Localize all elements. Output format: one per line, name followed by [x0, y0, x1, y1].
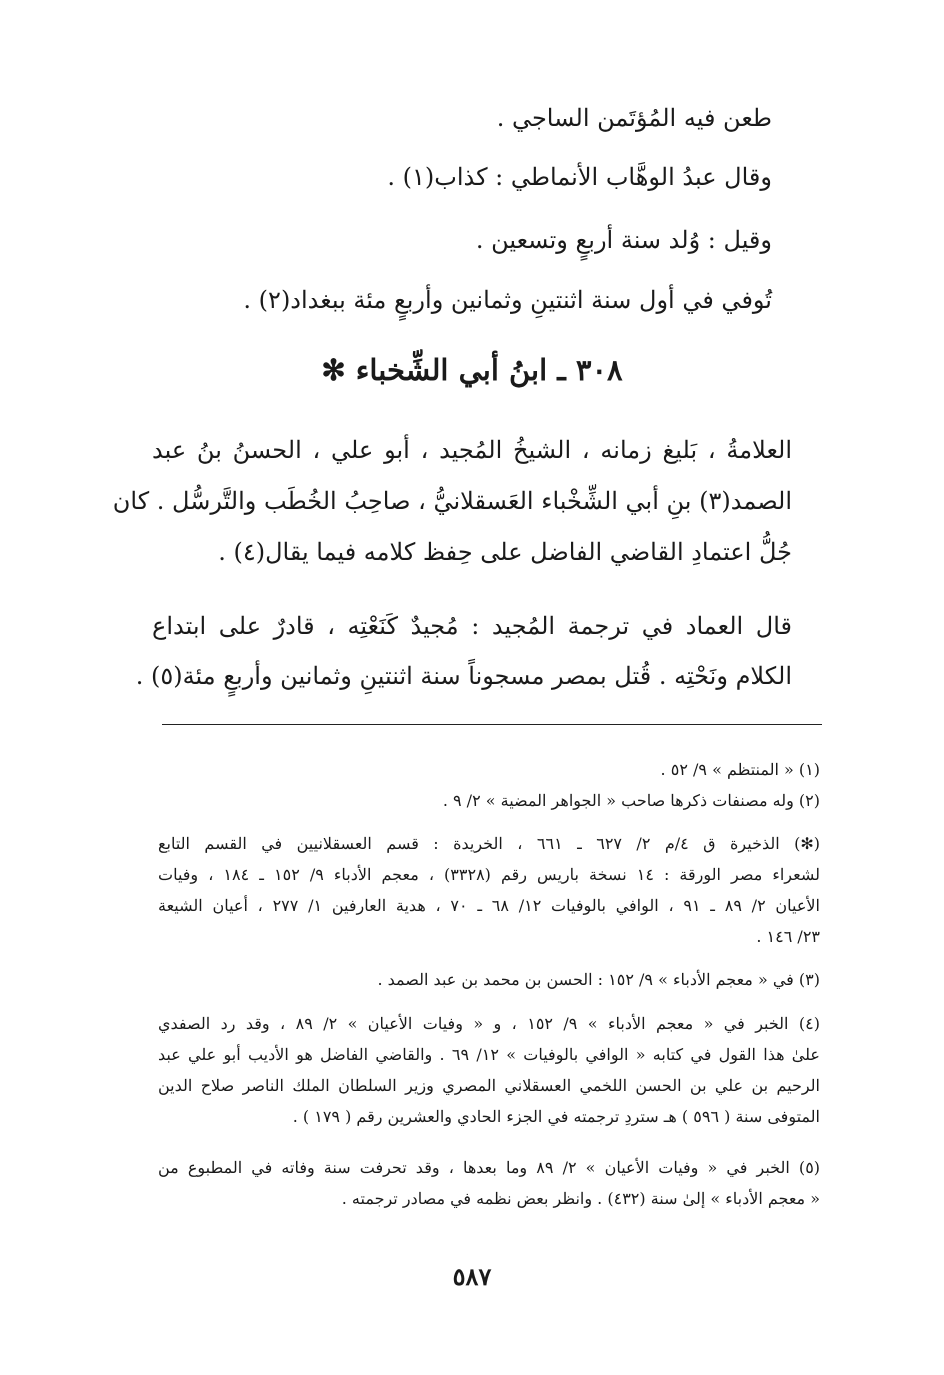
footnote-1: (١) « المنتظم » ٩/ ٥٢ . [660, 760, 820, 779]
page-number: ٥٨٧ [452, 1262, 492, 1291]
intro-line: طعن فيه المُؤتَمن الساجي . [496, 104, 772, 132]
footnote-line: (✻) الذخيرة ق ٤/م ٢/ ٦٢٧ ـ ٦٦١ ، الخريدة : قسم العسقلانيين في القسم التابع [158, 834, 821, 853]
footnote-line: المتوفى سنة ( ٥٩٦ ) هـ ستردِ ترجمته في الجزء الحادي والعشرين رقم ( ١٧٩ ) . [292, 1107, 820, 1126]
paragraph-line: الصمد(٣) بنِ أبي الشِّخْباء العَسقلانيُّ ، صاحِبُ الخُطَب والتَّرسُّل . كان [112, 487, 792, 515]
footnote-line: (٥) الخبر في « وفيات الأعيان » ٢/ ٨٩ وما بعدها ، وقد تحرفت سنة وفاته في المطبوع من [158, 1158, 821, 1177]
footnote-line: لشعراء مصر الورقة : ١٤ نسخة باريس رقم (٣٣٢٨) ، معجم الأدباء ٩/ ١٥٢ ـ ١٨٤ ، وفيات [158, 865, 821, 884]
paragraph-line: جُلُّ اعتمادِ القاضي الفاضل على حِفظ كلامه فيما يقال(٤) . [218, 538, 792, 566]
footnote-3: (٣) في « معجم الأدباء » ٩/ ١٥٢ : الحسن بن محمد بن عبد الصمد . [377, 970, 820, 989]
footnote-4 [158, 1010, 820, 1134]
intro-line: وقال عبدُ الوهَّاب الأنماطي : كذاب(١) . [387, 163, 772, 191]
footnote-line: (٤) الخبر في « معجم الأدباء » ٩/ ١٥٢ ، و « وفيات الأعيان » ٢/ ٨٩ ، وقد رد الصفدي [158, 1014, 820, 1033]
entry-heading: ٣٠٨ ـ ابنُ أبي الشِّخباء ✻ [321, 353, 623, 387]
footnote-separator [162, 724, 822, 725]
footnote-line: الأعيان ٢/ ٨٩ ـ ٩١ ، الوافي بالوفيات ١٢/ ٦٨ ـ ٧٠ ، هدية العارفين ١/ ٢٧٧ ، أعيان الشيعة [158, 896, 820, 915]
footnote-line: علىٰ هذا القول في كتابه « الوافي بالوفيات » ١٢/ ٦٩ . والقاضي الفاضل هو الأديب أبو علي عبد [158, 1045, 820, 1064]
footnote-5 [158, 1154, 820, 1216]
paragraph-line: العلامةُ ، بَليغ زمانه ، الشيخُ المُجيد ، أبو علي ، الحسنُ بنُ عبد [152, 436, 792, 464]
footnote-star [158, 830, 820, 954]
footnote-2: (٢) وله مصنفات ذكرها صاحب « الجواهر المضية » ٢/ ٩ . [442, 791, 820, 810]
paragraph-line: قال العماد في ترجمة المُجيد : مُجيدٌ كَنَعْتِه ، قادرٌ على ابتداع [152, 612, 792, 640]
intro-line: تُوفي في أول سنة اثنتينِ وثمانين وأربعٍ مئة ببغداد(٢) . [243, 286, 772, 314]
footnote-line: ٢٣/ ١٤٦ . [756, 927, 820, 946]
intro-line: وقيل : وُلد سنة أربعٍ وتسعين . [475, 226, 772, 254]
footnote-line: الرحيم بن علي بن الحسن اللخمي العسقلاني المصري وزير السلطان الملك الناصر صلاح الدين [158, 1076, 820, 1095]
paragraph-line: الكلام ونَحْتِه . قُتل بمصر مسجوناً سنة اثنتينِ وثمانين وأربعٍ مئة(٥) . [135, 662, 792, 690]
footnote-line: « معجم الأدباء » إلىٰ سنة (٤٣٢) . وانظر بعض نظمه في مصادر ترجمته . [341, 1189, 820, 1208]
